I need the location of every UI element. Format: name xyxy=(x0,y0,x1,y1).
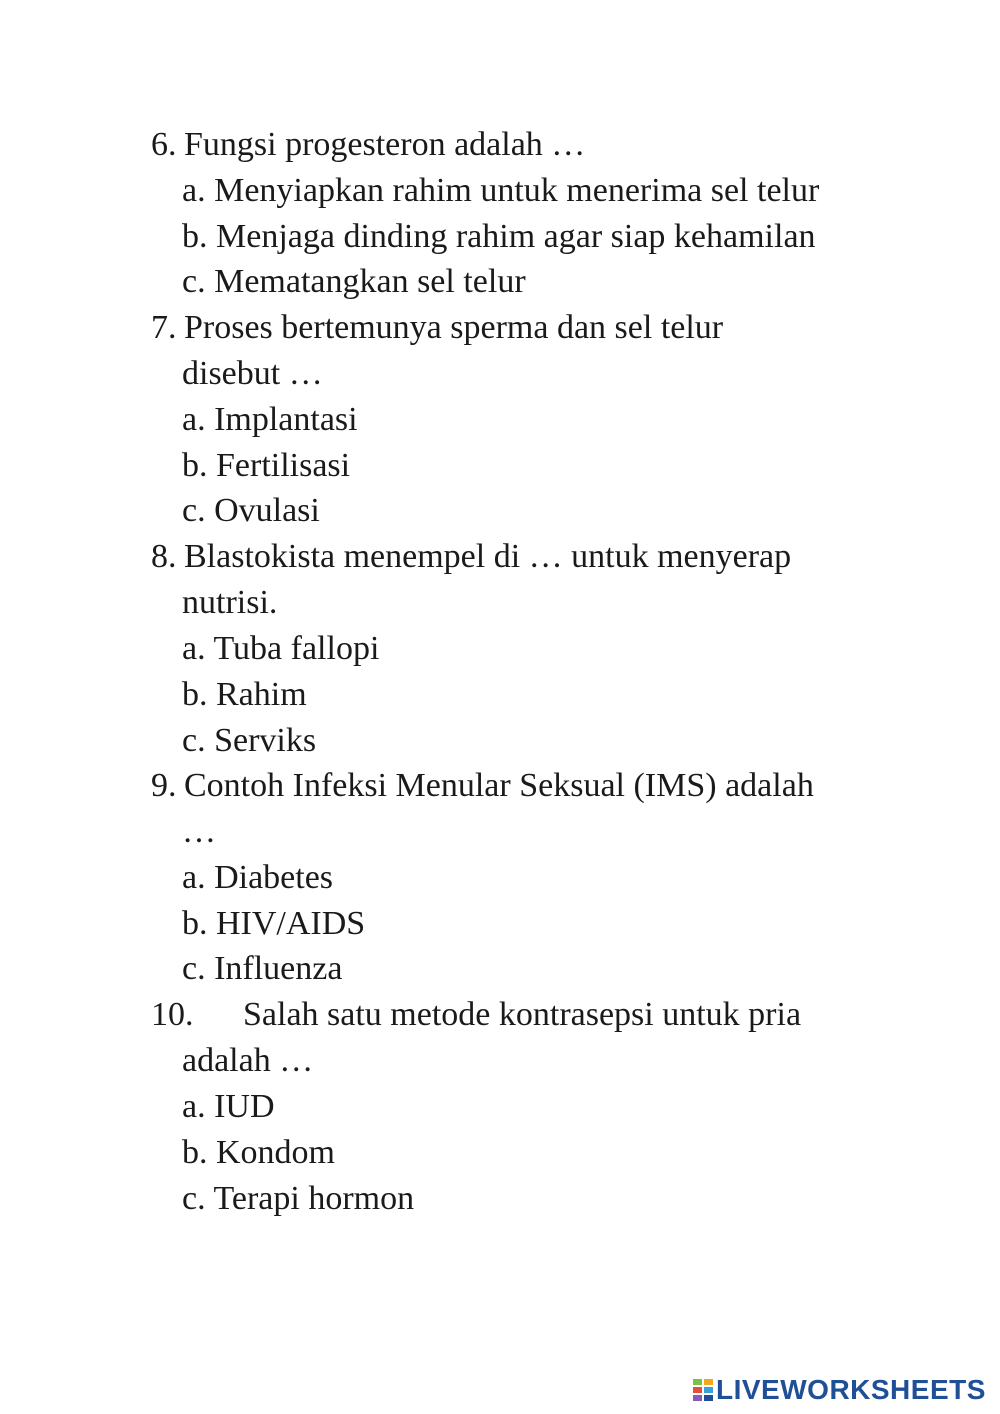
option-b: b. Fertilisasi xyxy=(182,447,351,484)
question-text-continued: adalah … xyxy=(182,1042,314,1079)
question-number: 10. xyxy=(151,996,194,1033)
option-c: c. Influenza xyxy=(182,950,343,987)
question-number: 7. xyxy=(151,309,177,346)
option-a: a. Menyiapkan rahim untuk menerima sel telur xyxy=(182,172,820,209)
liveworksheets-logo xyxy=(692,1374,986,1406)
question-number: 6. xyxy=(151,126,177,163)
option-b: b. Menjaga dinding rahim agar siap kehamilan xyxy=(182,218,816,255)
option-a: a. Implantasi xyxy=(182,401,358,438)
question-text: Salah satu metode kontrasepsi untuk pria xyxy=(243,996,802,1033)
option-a: a. Tuba fallopi xyxy=(182,630,380,667)
option-b: b. Rahim xyxy=(182,676,307,713)
question-text: Fungsi progesteron adalah … xyxy=(184,126,586,163)
option-c: c. Ovulasi xyxy=(182,492,320,529)
option-a: a. Diabetes xyxy=(182,859,334,896)
question-text-continued: nutrisi. xyxy=(182,584,278,621)
option-c: c. Serviks xyxy=(182,722,317,759)
option-a: a. IUD xyxy=(182,1088,275,1125)
question-number: 9. xyxy=(151,767,177,804)
question-text: Blastokista menempel di … untuk menyerap xyxy=(184,538,792,575)
question-number: 8. xyxy=(151,538,177,575)
question-text: Contoh Infeksi Menular Seksual (IMS) adalah xyxy=(184,767,814,804)
option-b: b. Kondom xyxy=(182,1134,335,1171)
logo-text: LIVEWORKSHEETS xyxy=(716,1374,986,1405)
option-b: b. HIV/AIDS xyxy=(182,905,366,942)
question-text-continued: … xyxy=(182,813,216,850)
liveworksheets-logo-icon xyxy=(692,1377,714,1403)
question-text-continued: disebut … xyxy=(182,355,323,392)
question-text: Proses bertemunya sperma dan sel telur xyxy=(184,309,724,346)
option-c: c. Terapi hormon xyxy=(182,1180,415,1217)
option-c: c. Mematangkan sel telur xyxy=(182,263,526,300)
